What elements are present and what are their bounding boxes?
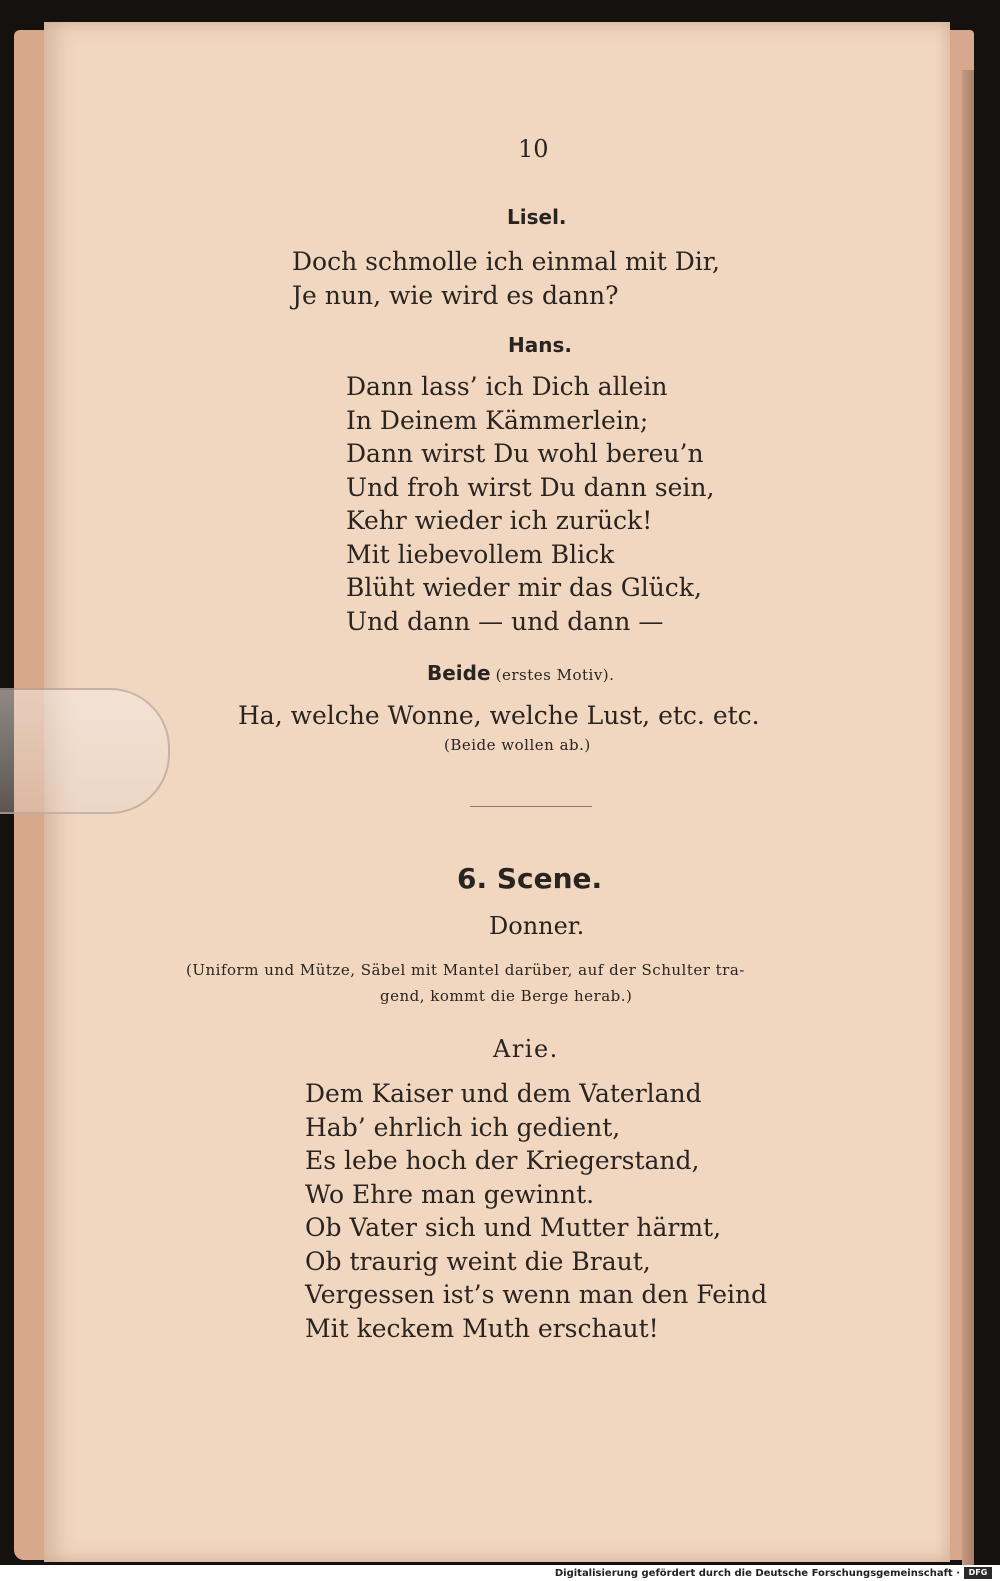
scene-direction-line-2: gend, kommt die Berge herab.) (380, 987, 633, 1005)
verse-line: Ob Vater sich und Mutter härmt, (305, 1213, 722, 1242)
verse-line: Mit liebevollem Blick (346, 539, 615, 569)
verse-block-donner (305, 1077, 767, 1345)
character-name: Donner. (489, 912, 585, 940)
dfg-logo: DFG (964, 1567, 992, 1579)
footer-credit: Digitalisierung gefördert durch die Deutsche Forschungsgemeinschaft · (554, 1568, 960, 1579)
verse-line: Wo Ehre man gewinnt. (305, 1179, 595, 1209)
verse-line: Dann lass’ ich Dich allein (346, 372, 668, 401)
stage-direction: (erstes Motiv). (495, 666, 615, 684)
verse-line: Dann wirst Du wohl bereu’n (346, 439, 704, 468)
speaker-hans: Hans. (508, 333, 572, 357)
verse-line: Und dann — und dann — (346, 606, 664, 636)
verse-line: Vergessen ist’s wenn man den Feind (305, 1280, 768, 1309)
verse-block-hans (346, 370, 714, 638)
speaker-beide: Beide (427, 661, 491, 685)
verse-line: In Deinem Kämmerlein; (346, 405, 649, 435)
speaker-beide-row (427, 661, 614, 685)
verse-line: Und froh wirst Du dann sein, (346, 472, 715, 502)
verse-line: Mit keckem Muth erschaut! (305, 1313, 659, 1343)
song-type: Arie. (493, 1035, 559, 1063)
verse-line: Es lebe hoch der Kriegerstand, (305, 1146, 700, 1175)
scene-direction-line-1: (Uniform und Mütze, Säbel mit Mantel darüber, auf der Schulter tra- (186, 961, 745, 979)
verse-line: Ob traurig weint die Braut, (305, 1246, 651, 1276)
verse-line: Hab’ ehrlich ich gedient, (305, 1112, 621, 1142)
verse-line: Dem Kaiser und dem Vaterland (305, 1079, 702, 1108)
stage-direction-exit: (Beide wollen ab.) (444, 736, 591, 754)
verse-line-beide: Ha, welche Wonne, welche Lust, etc. etc. (238, 701, 760, 730)
verse-line: Je nun, wie wird es dann? (292, 280, 619, 310)
speaker-lisel: Lisel. (507, 205, 567, 229)
footer-bar (0, 1565, 1000, 1581)
page-clip (0, 688, 170, 814)
verse-block-lisel (292, 245, 720, 312)
verse-line: Blüht wieder mir das Glück, (346, 573, 702, 602)
page-number: 10 (518, 135, 549, 163)
section-divider (470, 806, 592, 807)
verse-line: Kehr wieder ich zurück! (346, 506, 653, 535)
page-edge (962, 70, 974, 1570)
verse-line: Doch schmolle ich einmal mit Dir, (292, 247, 720, 276)
scene-title: 6. Scene. (457, 862, 603, 895)
